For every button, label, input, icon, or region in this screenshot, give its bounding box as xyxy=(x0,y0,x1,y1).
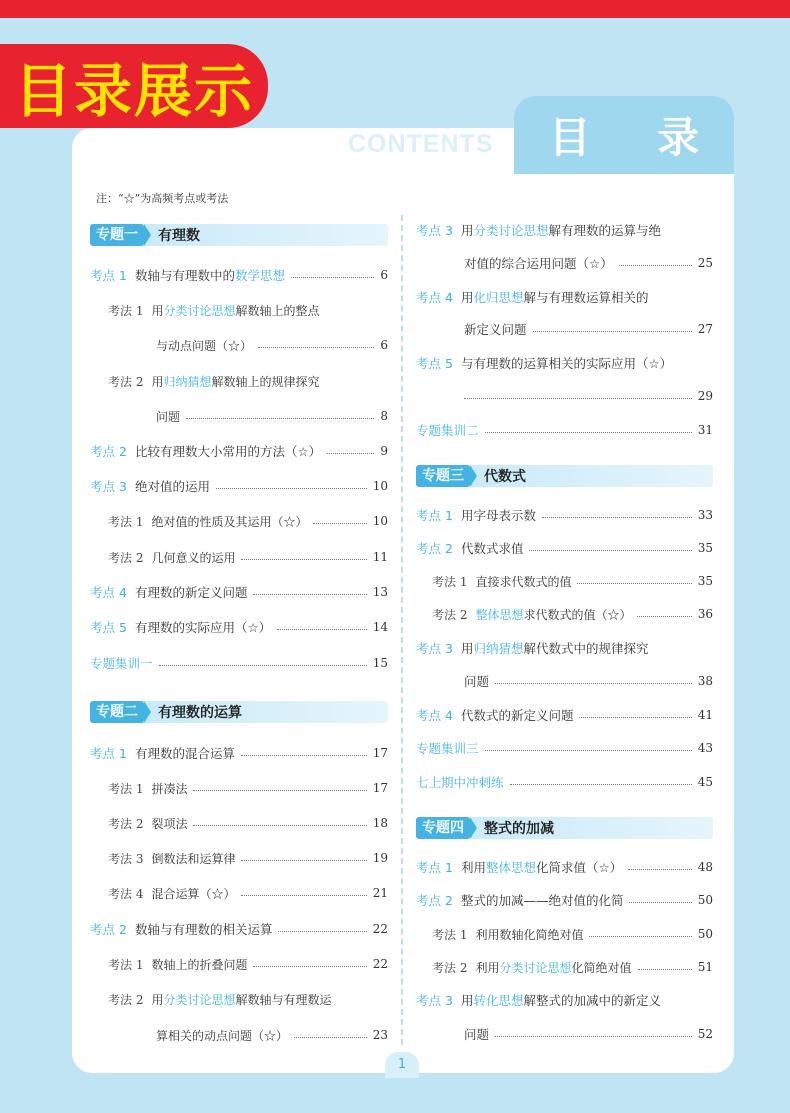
entry-label: 考点 1 xyxy=(416,860,453,875)
entry-text: 绝对值的性质及其运用（☆） xyxy=(151,514,308,529)
entry-text: 混合运算（☆） xyxy=(151,886,236,901)
entry-page: 6 xyxy=(380,268,388,282)
entry-page: 9 xyxy=(380,444,388,458)
entry-page: 33 xyxy=(697,508,713,522)
toc-entry-cont[interactable] xyxy=(416,386,713,406)
entry-text: 整式的加减——绝对值的化简 xyxy=(460,893,624,908)
toc-entry[interactable] xyxy=(416,738,713,758)
entry-page: 11 xyxy=(372,550,388,564)
toc-entry[interactable] xyxy=(416,857,713,877)
entry-label: 考点 2 xyxy=(90,922,127,937)
toc-entry[interactable] xyxy=(416,638,713,658)
topic-header xyxy=(90,224,388,246)
entry-label: 考法 2 xyxy=(432,960,468,975)
entry-page: 25 xyxy=(697,256,713,270)
toc-entry[interactable] xyxy=(90,813,388,833)
entry-text: 数轴上的折叠问题 xyxy=(151,957,248,972)
toc-entry[interactable] xyxy=(90,778,388,798)
entry-label: 考点 3 xyxy=(90,479,127,494)
leader-dots xyxy=(529,550,691,551)
leader-dots xyxy=(241,559,366,560)
entry-label: 考法 1 xyxy=(432,927,468,942)
entry-label: 考点 4 xyxy=(90,585,127,600)
entry-text: 求代数式的值（☆） xyxy=(523,607,632,622)
topic-badge: 专题三 xyxy=(416,465,470,487)
toc-entry[interactable] xyxy=(416,924,713,944)
entry-text: 用 xyxy=(151,374,164,389)
leader-dots xyxy=(579,717,691,718)
leader-dots xyxy=(186,418,374,419)
leader-dots xyxy=(241,755,367,756)
entry-label: 考点 3 xyxy=(416,993,453,1008)
toc-entry[interactable] xyxy=(90,300,388,320)
entry-highlight: 数学思想 xyxy=(234,268,285,283)
page-number: 1 xyxy=(385,1052,419,1078)
entry-page: 15 xyxy=(372,656,388,670)
entry-page: 19 xyxy=(372,851,388,865)
toc-entry[interactable] xyxy=(416,287,713,307)
leader-dots xyxy=(542,517,692,518)
entry-text: 有理数的实际应用（☆） xyxy=(134,620,272,635)
entry-text: 解整式的加减中的新定义 xyxy=(523,993,661,1008)
topic-title: 有理数 xyxy=(158,228,200,244)
entry-page: 29 xyxy=(697,389,713,403)
entry-text: 利用数轴化简绝对值 xyxy=(475,927,584,942)
toc-entry-cont[interactable] xyxy=(416,671,713,691)
entry-page: 18 xyxy=(372,816,388,830)
toc-entry[interactable] xyxy=(90,476,388,496)
entry-highlight: 分类讨论思想 xyxy=(473,223,549,238)
entry-text: 比较有理数大小常用的方法（☆） xyxy=(134,444,322,459)
toc-entry[interactable] xyxy=(90,883,388,903)
entry-text: 有理数的混合运算 xyxy=(134,746,235,761)
toc-entry[interactable] xyxy=(416,353,713,373)
entry-page: 45 xyxy=(697,775,713,789)
toc-entry[interactable] xyxy=(416,571,713,591)
leader-dots xyxy=(159,665,367,666)
entry-text: 拼凑法 xyxy=(151,781,188,796)
toc-entry[interactable] xyxy=(416,420,713,440)
entry-page: 48 xyxy=(697,860,713,874)
entry-label: 考点 5 xyxy=(90,620,127,635)
entry-text: 代数式的新定义问题 xyxy=(460,708,574,723)
entry-label: 考法 2 xyxy=(108,992,144,1007)
entry-text: 有理数的新定义问题 xyxy=(134,585,248,600)
entry-label: 考法 1 xyxy=(108,514,144,529)
toc-entry[interactable] xyxy=(90,617,388,637)
entry-text: 数轴与有理数的相关运算 xyxy=(134,922,273,937)
entry-highlight: 整体思想 xyxy=(485,860,536,875)
entry-page: 23 xyxy=(372,1028,388,1042)
entry-highlight: 分类讨论思想 xyxy=(163,992,236,1007)
entry-text: 用 xyxy=(460,290,474,305)
column-divider xyxy=(401,215,403,1045)
entry-highlight: 归纳猜想 xyxy=(473,641,524,656)
topic-header xyxy=(416,817,713,839)
entry-page: 35 xyxy=(697,541,713,555)
leader-dots xyxy=(628,869,692,870)
topic-badge: 专题一 xyxy=(90,224,144,246)
leader-dots xyxy=(577,583,691,584)
entry-page: 50 xyxy=(697,927,713,941)
entry-page: 8 xyxy=(380,409,388,423)
entry-text: 解数轴与有理数运 xyxy=(235,992,332,1007)
entry-text: 专题集训二 xyxy=(416,423,479,438)
mulu-tab xyxy=(514,96,734,174)
entry-label: 考法 3 xyxy=(108,851,144,866)
entry-label: 考点 2 xyxy=(416,541,453,556)
entry-label: 考法 1 xyxy=(108,781,144,796)
entry-page: 43 xyxy=(697,741,713,755)
leader-dots xyxy=(291,277,374,278)
entry-page: 13 xyxy=(372,585,388,599)
toc-entry[interactable] xyxy=(416,220,713,240)
entry-text: 代数式求值 xyxy=(460,541,524,556)
entry-label: 考法 1 xyxy=(108,957,144,972)
entry-page: 41 xyxy=(697,708,713,722)
leader-dots xyxy=(313,523,366,524)
toc-entry[interactable] xyxy=(416,772,713,792)
entry-text: 问题 xyxy=(464,1027,490,1042)
entry-page: 51 xyxy=(697,960,713,974)
topic-header xyxy=(90,701,388,723)
toc-entry[interactable] xyxy=(90,511,388,531)
toc-entry-cont[interactable] xyxy=(416,253,713,273)
entry-page: 10 xyxy=(372,514,388,528)
toc-entry[interactable] xyxy=(90,954,388,974)
entry-highlight: 归纳猜想 xyxy=(163,374,212,389)
leader-dots xyxy=(485,432,692,433)
leader-dots xyxy=(629,902,691,903)
entry-page: 27 xyxy=(697,322,713,336)
entry-page: 22 xyxy=(372,922,388,936)
entry-highlight: 转化思想 xyxy=(473,993,524,1008)
entry-text: 对值的综合运用问题（☆） xyxy=(464,256,613,271)
entry-text: 用 xyxy=(151,992,164,1007)
entry-page: 17 xyxy=(372,781,388,795)
entry-text: 倒数法和运算律 xyxy=(151,851,236,866)
entry-label: 考点 2 xyxy=(90,444,127,459)
entry-text: 与有理数的运算相关的实际应用（☆） xyxy=(460,356,673,371)
toc-entry[interactable] xyxy=(90,653,388,673)
contents-watermark: CONTENTS xyxy=(348,130,494,158)
entry-text: 解与有理数运算相关的 xyxy=(523,290,649,305)
entry-text: 解代数式中的规律探究 xyxy=(523,641,649,656)
entry-text: 算相关的动点问题（☆） xyxy=(156,1028,289,1043)
entry-page: 22 xyxy=(372,957,388,971)
toc-entry[interactable] xyxy=(90,989,388,1009)
entry-highlight: 分类讨论思想 xyxy=(163,303,236,318)
toc-entry[interactable] xyxy=(90,848,388,868)
leader-dots xyxy=(495,683,692,684)
toc-entry-cont[interactable] xyxy=(90,335,388,355)
toc-entry-cont[interactable] xyxy=(90,1025,388,1045)
leader-dots xyxy=(510,784,692,785)
banner-title: 目录展示 xyxy=(14,57,255,125)
entry-label: 考点 3 xyxy=(416,641,453,656)
entry-text: 化简绝对值 xyxy=(571,960,632,975)
entry-text: 七上期中冲刺练 xyxy=(416,775,504,790)
toc-entry-cont[interactable] xyxy=(416,1024,713,1044)
entry-page: 52 xyxy=(697,1027,713,1041)
entry-page: 36 xyxy=(697,607,713,621)
entry-text: 与动点问题（☆） xyxy=(156,338,253,353)
toc-entry[interactable] xyxy=(90,265,388,285)
leader-dots xyxy=(294,1037,367,1038)
entry-text: 绝对值的运用 xyxy=(134,479,210,494)
top-red-bar xyxy=(0,0,790,18)
topic-badge: 专题二 xyxy=(90,701,144,723)
entry-label: 考法 2 xyxy=(432,607,468,622)
toc-entry[interactable] xyxy=(90,371,388,391)
toc-entry[interactable] xyxy=(416,505,713,525)
entry-text: 用 xyxy=(460,641,474,656)
leader-dots xyxy=(253,966,366,967)
toc-entry[interactable] xyxy=(416,890,713,910)
entry-label: 考点 5 xyxy=(416,356,453,371)
leader-dots xyxy=(241,860,366,861)
leader-dots xyxy=(258,347,374,348)
toc-entry[interactable] xyxy=(416,957,713,977)
entry-text: 用 xyxy=(460,223,474,238)
entry-page: 21 xyxy=(372,886,388,900)
entry-page: 14 xyxy=(372,620,388,634)
toc-entry[interactable] xyxy=(90,582,388,602)
entry-highlight: 化归思想 xyxy=(473,290,524,305)
toc-entry-cont[interactable] xyxy=(90,406,388,426)
entry-text: 专题集训一 xyxy=(90,656,153,671)
entry-text: 数轴与有理数中的 xyxy=(134,268,235,283)
entry-text: 解有理数的运算与绝 xyxy=(548,223,661,238)
entry-text: 化简求值（☆） xyxy=(535,860,623,875)
toc-entry[interactable] xyxy=(90,919,388,939)
entry-text: 几何意义的运用 xyxy=(151,550,236,565)
entry-text: 新定义问题 xyxy=(464,322,527,337)
note: 注：“☆”为高频考点或考法 xyxy=(96,192,229,205)
entry-label: 考法 2 xyxy=(108,816,144,831)
entry-label: 考点 4 xyxy=(416,708,453,723)
toc-entry[interactable] xyxy=(90,547,388,567)
leader-dots xyxy=(589,936,691,937)
entry-page: 31 xyxy=(697,423,713,437)
entry-text: 解数轴上的规律探究 xyxy=(211,374,320,389)
toc-entry[interactable] xyxy=(90,441,388,461)
entry-label: 考法 1 xyxy=(432,574,468,589)
leader-dots xyxy=(253,594,366,595)
entry-page: 6 xyxy=(380,338,388,352)
banner xyxy=(0,44,268,128)
entry-label: 考法 4 xyxy=(108,886,144,901)
leader-dots xyxy=(193,790,366,791)
entry-page: 17 xyxy=(372,746,388,760)
topic-badge: 专题四 xyxy=(416,817,470,839)
mulu-title: 目 录 xyxy=(548,113,726,162)
entry-page: 50 xyxy=(697,893,713,907)
leader-dots xyxy=(619,265,692,266)
entry-text: 用 xyxy=(460,993,474,1008)
leader-dots xyxy=(485,750,692,751)
toc-entry-cont[interactable] xyxy=(416,319,713,339)
entry-highlight: 分类讨论思想 xyxy=(499,960,572,975)
toc-entry[interactable] xyxy=(90,743,388,763)
leader-dots xyxy=(327,453,374,454)
leader-dots xyxy=(278,931,366,932)
topic-header xyxy=(416,465,713,487)
topic-title: 代数式 xyxy=(484,469,526,485)
toc-entry[interactable] xyxy=(416,705,713,725)
leader-dots xyxy=(277,629,367,630)
leader-dots xyxy=(464,398,692,399)
entry-text: 利用 xyxy=(460,860,486,875)
topic-title: 整式的加减 xyxy=(484,821,554,837)
entry-text: 专题集训三 xyxy=(416,741,479,756)
entry-text: 裂项法 xyxy=(151,816,188,831)
entry-page: 35 xyxy=(697,574,713,588)
entry-label: 考法 2 xyxy=(108,374,144,389)
entry-text: 用字母表示数 xyxy=(460,508,536,523)
entry-label: 考点 4 xyxy=(416,290,453,305)
leader-dots xyxy=(637,616,691,617)
leader-dots xyxy=(533,331,692,332)
topic-title: 有理数的运算 xyxy=(158,705,242,721)
leader-dots xyxy=(193,825,366,826)
entry-page: 38 xyxy=(697,674,713,688)
entry-text: 直接求代数式的值 xyxy=(475,574,572,589)
leader-dots xyxy=(241,895,366,896)
entry-label: 考法 2 xyxy=(108,550,144,565)
entry-text: 问题 xyxy=(464,674,490,689)
toc-entry[interactable] xyxy=(416,604,713,624)
entry-label: 考点 3 xyxy=(416,223,453,238)
leader-dots xyxy=(638,969,692,970)
entry-page: 10 xyxy=(372,479,388,493)
entry-label: 考点 1 xyxy=(90,746,127,761)
toc-entry[interactable] xyxy=(416,990,713,1010)
entry-label: 考法 1 xyxy=(108,303,144,318)
leader-dots xyxy=(216,488,367,489)
toc-entry[interactable] xyxy=(416,538,713,558)
entry-label: 考点 1 xyxy=(416,508,453,523)
entry-highlight: 整体思想 xyxy=(475,607,524,622)
entry-text: 问题 xyxy=(156,409,181,424)
entry-text: 用 xyxy=(151,303,164,318)
entry-label: 考点 2 xyxy=(416,893,453,908)
entry-text: 利用 xyxy=(475,960,500,975)
leader-dots xyxy=(495,1036,692,1037)
entry-text: 解数轴上的整点 xyxy=(235,303,320,318)
entry-label: 考点 1 xyxy=(90,268,127,283)
